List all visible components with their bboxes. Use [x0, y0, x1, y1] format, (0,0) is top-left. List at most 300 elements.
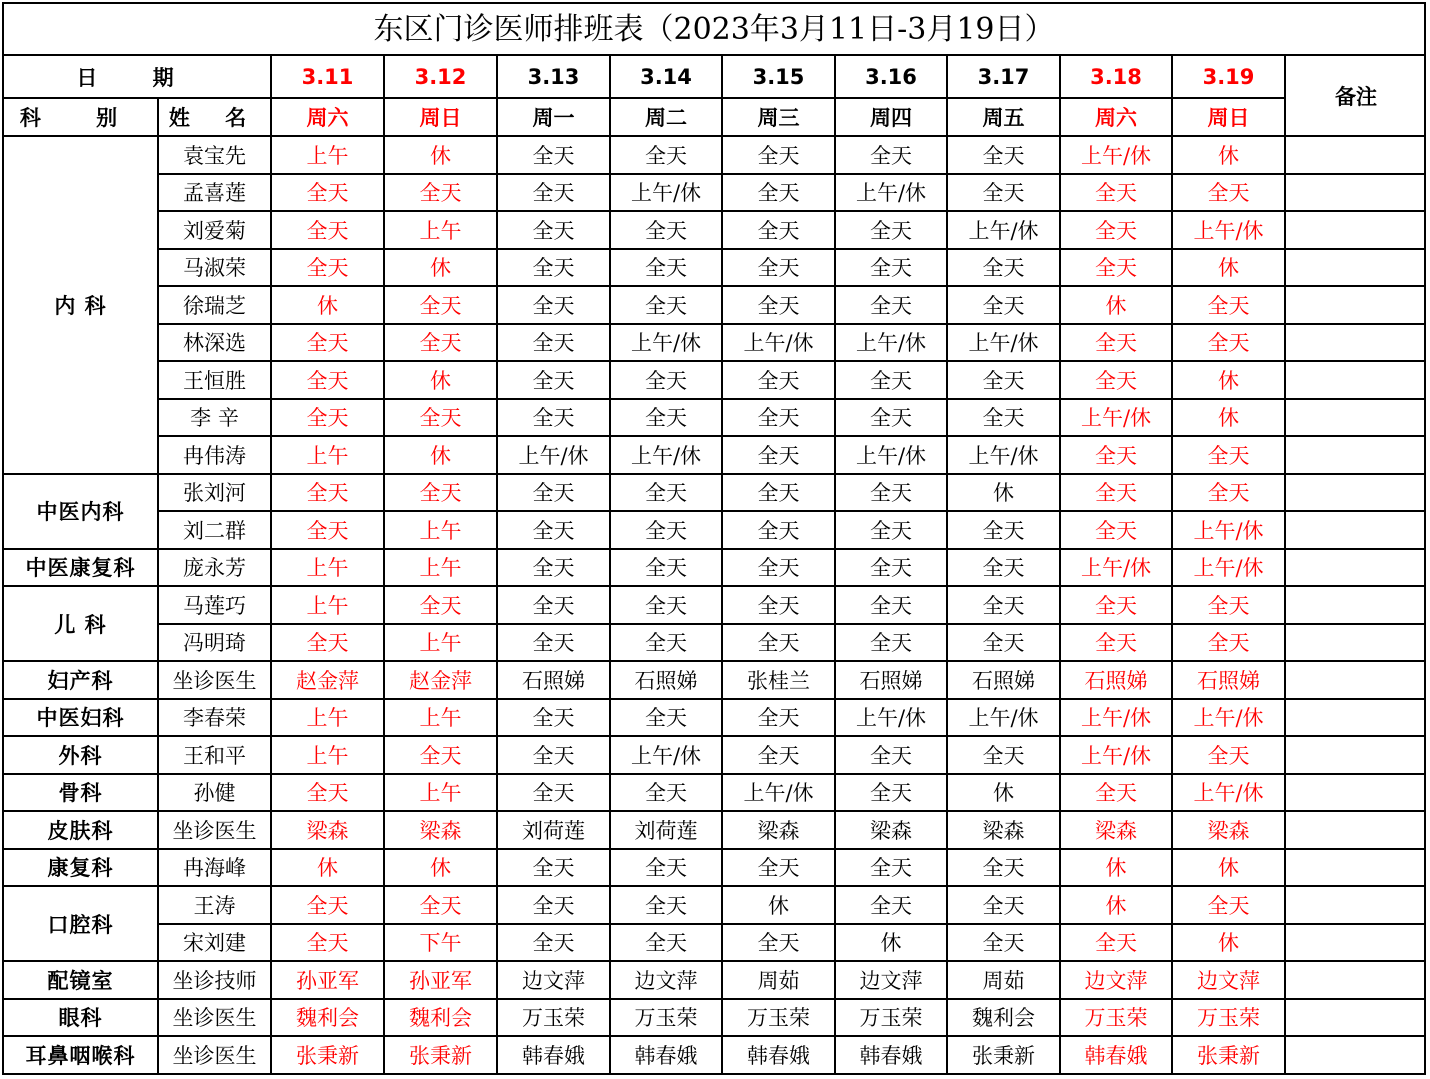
name-label-text: 姓 名: [168, 106, 261, 130]
shift-cell: 周茹: [722, 961, 835, 999]
shift-cell: 上午/休: [947, 699, 1060, 737]
shift-cell: 刘荷莲: [497, 811, 610, 849]
table-row: [4, 436, 1426, 474]
date-4: 3.15: [722, 56, 835, 98]
shift-cell: 全天: [947, 249, 1060, 287]
shift-cell: 全天: [610, 624, 722, 662]
shift-cell: 梁森: [1060, 811, 1172, 849]
shift-cell: 全天: [610, 361, 722, 399]
shift-cell: 全天: [722, 286, 835, 324]
shift-cell: 上午/休: [835, 174, 947, 212]
shift-cell: 休: [1172, 136, 1285, 174]
shift-cell: 上午/休: [1060, 736, 1172, 774]
shift-cell: 全天: [497, 886, 610, 924]
shift-cell: 全天: [610, 924, 722, 962]
page-title: 东区门诊医师排班表（2023年3月11日-3月19日）: [4, 4, 1424, 56]
shift-cell: 全天: [722, 211, 835, 249]
shift-cell: 张桂兰: [722, 661, 835, 699]
doctor-name: 王涛: [158, 886, 271, 924]
doctor-name: 坐诊医生: [158, 661, 271, 699]
shift-cell: 全天: [271, 174, 384, 212]
shift-cell: 全天: [384, 286, 497, 324]
shift-cell: 上午: [384, 511, 497, 549]
shift-cell: 边文萍: [835, 961, 947, 999]
doctor-name: 宋刘建: [158, 924, 271, 962]
shift-cell: 梁森: [1172, 811, 1285, 849]
date-6: 3.17: [947, 56, 1060, 98]
shift-cell: 上午: [271, 736, 384, 774]
shift-cell: 全天: [497, 699, 610, 737]
remark-cell: [1285, 699, 1426, 737]
shift-cell: 休: [1172, 399, 1285, 437]
shift-cell: 全天: [722, 586, 835, 624]
shift-cell: 上午/休: [1172, 774, 1285, 812]
table-row: [4, 211, 1426, 249]
doctor-name: 马莲巧: [158, 586, 271, 624]
weekday-0: 周六: [271, 98, 384, 136]
shift-cell: 全天: [497, 924, 610, 962]
weekday-8: 周日: [1172, 98, 1285, 136]
shift-cell: 韩春娥: [610, 1036, 722, 1074]
table-row: [4, 774, 1426, 812]
shift-cell: 休: [1172, 924, 1285, 962]
remark-cell: [1285, 474, 1426, 512]
shift-cell: 全天: [497, 474, 610, 512]
shift-cell: 魏利会: [384, 999, 497, 1037]
date-0: 3.11: [271, 56, 384, 98]
shift-cell: 全天: [947, 586, 1060, 624]
shift-cell: 全天: [610, 699, 722, 737]
shift-cell: 全天: [384, 886, 497, 924]
shift-cell: 全天: [835, 586, 947, 624]
department-cell: 内 科: [4, 136, 158, 474]
shift-cell: 下午: [384, 924, 497, 962]
shift-cell: 全天: [1060, 511, 1172, 549]
shift-cell: 万玉荣: [610, 999, 722, 1037]
shift-cell: 全天: [1060, 361, 1172, 399]
doctor-name: 徐瑞芝: [158, 286, 271, 324]
doctor-name: 坐诊医生: [158, 811, 271, 849]
shift-cell: 休: [384, 849, 497, 887]
shift-cell: 全天: [271, 211, 384, 249]
table-row: [4, 661, 1426, 699]
shift-cell: 上午/休: [1060, 549, 1172, 587]
shift-cell: 全天: [835, 399, 947, 437]
shift-cell: 石照娣: [610, 661, 722, 699]
table-row: [4, 511, 1426, 549]
table-row: [4, 549, 1426, 587]
shift-cell: 上午/休: [610, 324, 722, 362]
doctor-name: 庞永芳: [158, 549, 271, 587]
shift-cell: 韩春娥: [835, 1036, 947, 1074]
doctor-name: 坐诊技师: [158, 961, 271, 999]
shift-cell: 全天: [947, 511, 1060, 549]
shift-cell: 休: [384, 249, 497, 287]
shift-cell: 上午/休: [610, 174, 722, 212]
shift-cell: 石照娣: [1172, 661, 1285, 699]
shift-cell: 全天: [947, 286, 1060, 324]
shift-cell: 上午/休: [610, 736, 722, 774]
remark-cell: [1285, 361, 1426, 399]
table-row: [4, 736, 1426, 774]
shift-cell: 上午/休: [947, 211, 1060, 249]
shift-cell: 万玉荣: [497, 999, 610, 1037]
doctor-name: 王恒胜: [158, 361, 271, 399]
table-row: [4, 586, 1426, 624]
shift-cell: 魏利会: [271, 999, 384, 1037]
shift-cell: 石照娣: [947, 661, 1060, 699]
doctor-name: 张刘河: [158, 474, 271, 512]
date-5: 3.16: [835, 56, 947, 98]
table-row: [4, 849, 1426, 887]
shift-cell: 全天: [835, 136, 947, 174]
department-cell: 外科: [4, 736, 158, 774]
shift-cell: 全天: [835, 249, 947, 287]
department-cell: 配镜室: [4, 961, 158, 999]
shift-cell: 休: [271, 286, 384, 324]
doctor-name: 冉海峰: [158, 849, 271, 887]
table-row: [4, 474, 1426, 512]
shift-cell: 全天: [497, 549, 610, 587]
shift-cell: 全天: [1172, 286, 1285, 324]
shift-cell: 梁森: [722, 811, 835, 849]
shift-cell: 全天: [947, 736, 1060, 774]
shift-cell: 全天: [1172, 436, 1285, 474]
shift-cell: 全天: [271, 324, 384, 362]
shift-cell: 孙亚军: [384, 961, 497, 999]
doctor-name: 刘二群: [158, 511, 271, 549]
shift-cell: 全天: [271, 511, 384, 549]
shift-cell: 全天: [835, 886, 947, 924]
schedule-body: [4, 56, 1426, 1074]
doctor-name: 袁宝先: [158, 136, 271, 174]
weekday-2: 周一: [497, 98, 610, 136]
table-row: [4, 624, 1426, 662]
shift-cell: 全天: [384, 736, 497, 774]
shift-cell: 全天: [1172, 624, 1285, 662]
weekday-7: 周六: [1060, 98, 1172, 136]
shift-cell: 全天: [610, 849, 722, 887]
shift-cell: 全天: [271, 361, 384, 399]
shift-cell: 万玉荣: [1060, 999, 1172, 1037]
shift-cell: 休: [722, 886, 835, 924]
shift-cell: 全天: [947, 399, 1060, 437]
remark-cell: [1285, 586, 1426, 624]
shift-cell: 全天: [384, 324, 497, 362]
shift-cell: 全天: [722, 174, 835, 212]
remark-cell: [1285, 324, 1426, 362]
department-cell: 眼科: [4, 999, 158, 1037]
remark-cell: [1285, 286, 1426, 324]
shift-cell: 魏利会: [947, 999, 1060, 1037]
shift-cell: 全天: [610, 586, 722, 624]
table-row: [4, 886, 1426, 924]
shift-cell: 上午: [271, 436, 384, 474]
shift-cell: 石照娣: [835, 661, 947, 699]
shift-cell: 休: [947, 474, 1060, 512]
shift-cell: 全天: [384, 399, 497, 437]
department-cell: 中医内科: [4, 474, 158, 549]
shift-cell: 全天: [497, 849, 610, 887]
shift-cell: 全天: [722, 549, 835, 587]
weekday-4: 周三: [722, 98, 835, 136]
shift-cell: 边文萍: [610, 961, 722, 999]
shift-cell: 全天: [1060, 436, 1172, 474]
shift-cell: 全天: [610, 774, 722, 812]
shift-cell: 上午: [271, 586, 384, 624]
shift-cell: 上午/休: [1060, 699, 1172, 737]
shift-cell: 全天: [1172, 886, 1285, 924]
shift-cell: 全天: [722, 399, 835, 437]
shift-cell: 全天: [497, 399, 610, 437]
shift-cell: 全天: [1060, 586, 1172, 624]
remark-cell: [1285, 249, 1426, 287]
shift-cell: 全天: [722, 699, 835, 737]
shift-cell: 全天: [722, 474, 835, 512]
shift-cell: 全天: [835, 511, 947, 549]
table-row: [4, 249, 1426, 287]
department-cell: 康复科: [4, 849, 158, 887]
remark-cell: [1285, 549, 1426, 587]
shift-cell: 全天: [722, 924, 835, 962]
shift-cell: 全天: [497, 586, 610, 624]
remark-cell: [1285, 849, 1426, 887]
schedule-sheet: [2, 2, 1426, 1075]
shift-cell: 全天: [1172, 324, 1285, 362]
date-label-text: 日 期: [76, 65, 198, 90]
table-row: [4, 174, 1426, 212]
shift-cell: 全天: [1060, 624, 1172, 662]
shift-cell: 全天: [610, 549, 722, 587]
table-row: [4, 1036, 1426, 1074]
shift-cell: 张秉新: [384, 1036, 497, 1074]
table-row: [4, 399, 1426, 437]
department-cell: 儿 科: [4, 586, 158, 661]
doctor-name: 坐诊医生: [158, 999, 271, 1037]
shift-cell: 全天: [722, 136, 835, 174]
remark-cell: [1285, 174, 1426, 212]
shift-cell: 全天: [722, 249, 835, 287]
doctor-name: 马淑荣: [158, 249, 271, 287]
doctor-name: 李 辛: [158, 399, 271, 437]
shift-cell: 上午/休: [835, 699, 947, 737]
shift-cell: 全天: [1060, 774, 1172, 812]
shift-cell: 全天: [947, 849, 1060, 887]
remark-cell: [1285, 136, 1426, 174]
shift-cell: 上午: [384, 699, 497, 737]
shift-cell: 上午/休: [835, 324, 947, 362]
shift-cell: 全天: [497, 511, 610, 549]
department-cell: 中医妇科: [4, 699, 158, 737]
doctor-name: 冯明琦: [158, 624, 271, 662]
table-row: [4, 361, 1426, 399]
shift-cell: 全天: [610, 249, 722, 287]
shift-cell: 休: [835, 924, 947, 962]
table-row: [4, 924, 1426, 962]
shift-cell: 全天: [835, 774, 947, 812]
shift-cell: 全天: [722, 511, 835, 549]
department-cell: 妇产科: [4, 661, 158, 699]
shift-cell: 全天: [271, 474, 384, 512]
table-row: [4, 286, 1426, 324]
shift-cell: 张秉新: [947, 1036, 1060, 1074]
table-row: [4, 699, 1426, 737]
weekday-5: 周四: [835, 98, 947, 136]
shift-cell: 全天: [835, 624, 947, 662]
remark-cell: [1285, 811, 1426, 849]
department-cell: 皮肤科: [4, 811, 158, 849]
remark-cell: [1285, 211, 1426, 249]
shift-cell: 上午/休: [835, 436, 947, 474]
remark-cell: [1285, 961, 1426, 999]
shift-cell: 刘荷莲: [610, 811, 722, 849]
shift-cell: 上午: [271, 699, 384, 737]
shift-cell: 休: [1172, 361, 1285, 399]
shift-cell: 全天: [610, 286, 722, 324]
shift-cell: 上午: [384, 549, 497, 587]
shift-cell: 万玉荣: [722, 999, 835, 1037]
shift-cell: 赵金萍: [271, 661, 384, 699]
department-cell: 口腔科: [4, 886, 158, 961]
shift-cell: 全天: [835, 286, 947, 324]
shift-cell: 全天: [497, 324, 610, 362]
shift-cell: 全天: [497, 174, 610, 212]
date-7: 3.18: [1060, 56, 1172, 98]
shift-cell: 全天: [947, 924, 1060, 962]
shift-cell: 全天: [497, 774, 610, 812]
shift-cell: 全天: [835, 849, 947, 887]
shift-cell: 张秉新: [271, 1036, 384, 1074]
shift-cell: 全天: [722, 736, 835, 774]
shift-cell: 全天: [610, 886, 722, 924]
department-cell: 中医康复科: [4, 549, 158, 587]
shift-cell: 上午: [384, 211, 497, 249]
shift-cell: 全天: [722, 849, 835, 887]
shift-cell: 全天: [1172, 174, 1285, 212]
shift-cell: 全天: [835, 549, 947, 587]
shift-cell: 休: [1060, 286, 1172, 324]
weekday-header-row: [4, 98, 1426, 136]
doctor-name: 孙健: [158, 774, 271, 812]
date-label: [4, 56, 271, 98]
shift-cell: 全天: [384, 174, 497, 212]
remark-cell: [1285, 736, 1426, 774]
shift-cell: 梁森: [271, 811, 384, 849]
table-row: [4, 324, 1426, 362]
shift-cell: 全天: [947, 886, 1060, 924]
shift-cell: 全天: [1060, 924, 1172, 962]
shift-cell: 全天: [271, 924, 384, 962]
remark-cell: [1285, 624, 1426, 662]
shift-cell: 全天: [947, 361, 1060, 399]
shift-cell: 上午/休: [1172, 699, 1285, 737]
date-1: 3.12: [384, 56, 497, 98]
remark-cell: [1285, 999, 1426, 1037]
shift-cell: 万玉荣: [1172, 999, 1285, 1037]
remark-cell: [1285, 661, 1426, 699]
dept-label: [4, 98, 158, 136]
remark-cell: [1285, 399, 1426, 437]
shift-cell: 梁森: [384, 811, 497, 849]
shift-cell: 休: [947, 774, 1060, 812]
weekday-6: 周五: [947, 98, 1060, 136]
shift-cell: 万玉荣: [835, 999, 947, 1037]
shift-cell: 上午: [271, 549, 384, 587]
doctor-name: 冉伟涛: [158, 436, 271, 474]
shift-cell: 全天: [497, 361, 610, 399]
shift-cell: 上午/休: [722, 774, 835, 812]
date-3: 3.14: [610, 56, 722, 98]
date-2: 3.13: [497, 56, 610, 98]
shift-cell: 全天: [1060, 174, 1172, 212]
shift-cell: 上午: [271, 136, 384, 174]
shift-cell: 全天: [835, 211, 947, 249]
doctor-name: 王和平: [158, 736, 271, 774]
shift-cell: 全天: [1060, 249, 1172, 287]
doctor-name: 林深选: [158, 324, 271, 362]
shift-cell: 全天: [271, 399, 384, 437]
shift-cell: 边文萍: [497, 961, 610, 999]
table-row: [4, 999, 1426, 1037]
department-cell: 骨科: [4, 774, 158, 812]
shift-cell: 上午/休: [947, 436, 1060, 474]
shift-cell: 全天: [497, 286, 610, 324]
shift-cell: 石照娣: [1060, 661, 1172, 699]
shift-cell: 全天: [1060, 474, 1172, 512]
shift-cell: 全天: [722, 436, 835, 474]
shift-cell: 全天: [1172, 586, 1285, 624]
shift-cell: 全天: [835, 474, 947, 512]
shift-cell: 休: [1172, 849, 1285, 887]
shift-cell: 韩春娥: [722, 1036, 835, 1074]
department-cell: 耳鼻咽喉科: [4, 1036, 158, 1074]
weekday-3: 周二: [610, 98, 722, 136]
shift-cell: 全天: [835, 361, 947, 399]
shift-cell: 全天: [722, 624, 835, 662]
shift-cell: 上午/休: [947, 324, 1060, 362]
table-row: [4, 961, 1426, 999]
shift-cell: 休: [1060, 849, 1172, 887]
shift-cell: 上午: [384, 624, 497, 662]
shift-cell: 上午/休: [1172, 511, 1285, 549]
shift-cell: 孙亚军: [271, 961, 384, 999]
shift-cell: 全天: [384, 586, 497, 624]
doctor-name: 刘爱菊: [158, 211, 271, 249]
shift-cell: 全天: [610, 211, 722, 249]
shift-cell: 全天: [1172, 474, 1285, 512]
shift-cell: 全天: [947, 624, 1060, 662]
shift-cell: 上午/休: [497, 436, 610, 474]
shift-cell: 石照娣: [497, 661, 610, 699]
weekday-1: 周日: [384, 98, 497, 136]
shift-cell: 边文萍: [1060, 961, 1172, 999]
shift-cell: 全天: [271, 774, 384, 812]
remark-cell: [1285, 436, 1426, 474]
shift-cell: 全天: [1060, 211, 1172, 249]
shift-cell: 边文萍: [1172, 961, 1285, 999]
remark-cell: [1285, 1036, 1426, 1074]
shift-cell: 周茹: [947, 961, 1060, 999]
remark-cell: [1285, 511, 1426, 549]
shift-cell: 全天: [947, 549, 1060, 587]
remark-cell: [1285, 924, 1426, 962]
shift-cell: 上午/休: [1060, 399, 1172, 437]
shift-cell: 韩春娥: [1060, 1036, 1172, 1074]
remark-cell: [1285, 774, 1426, 812]
shift-cell: 全天: [835, 736, 947, 774]
shift-cell: 全天: [497, 211, 610, 249]
shift-cell: 全天: [497, 736, 610, 774]
